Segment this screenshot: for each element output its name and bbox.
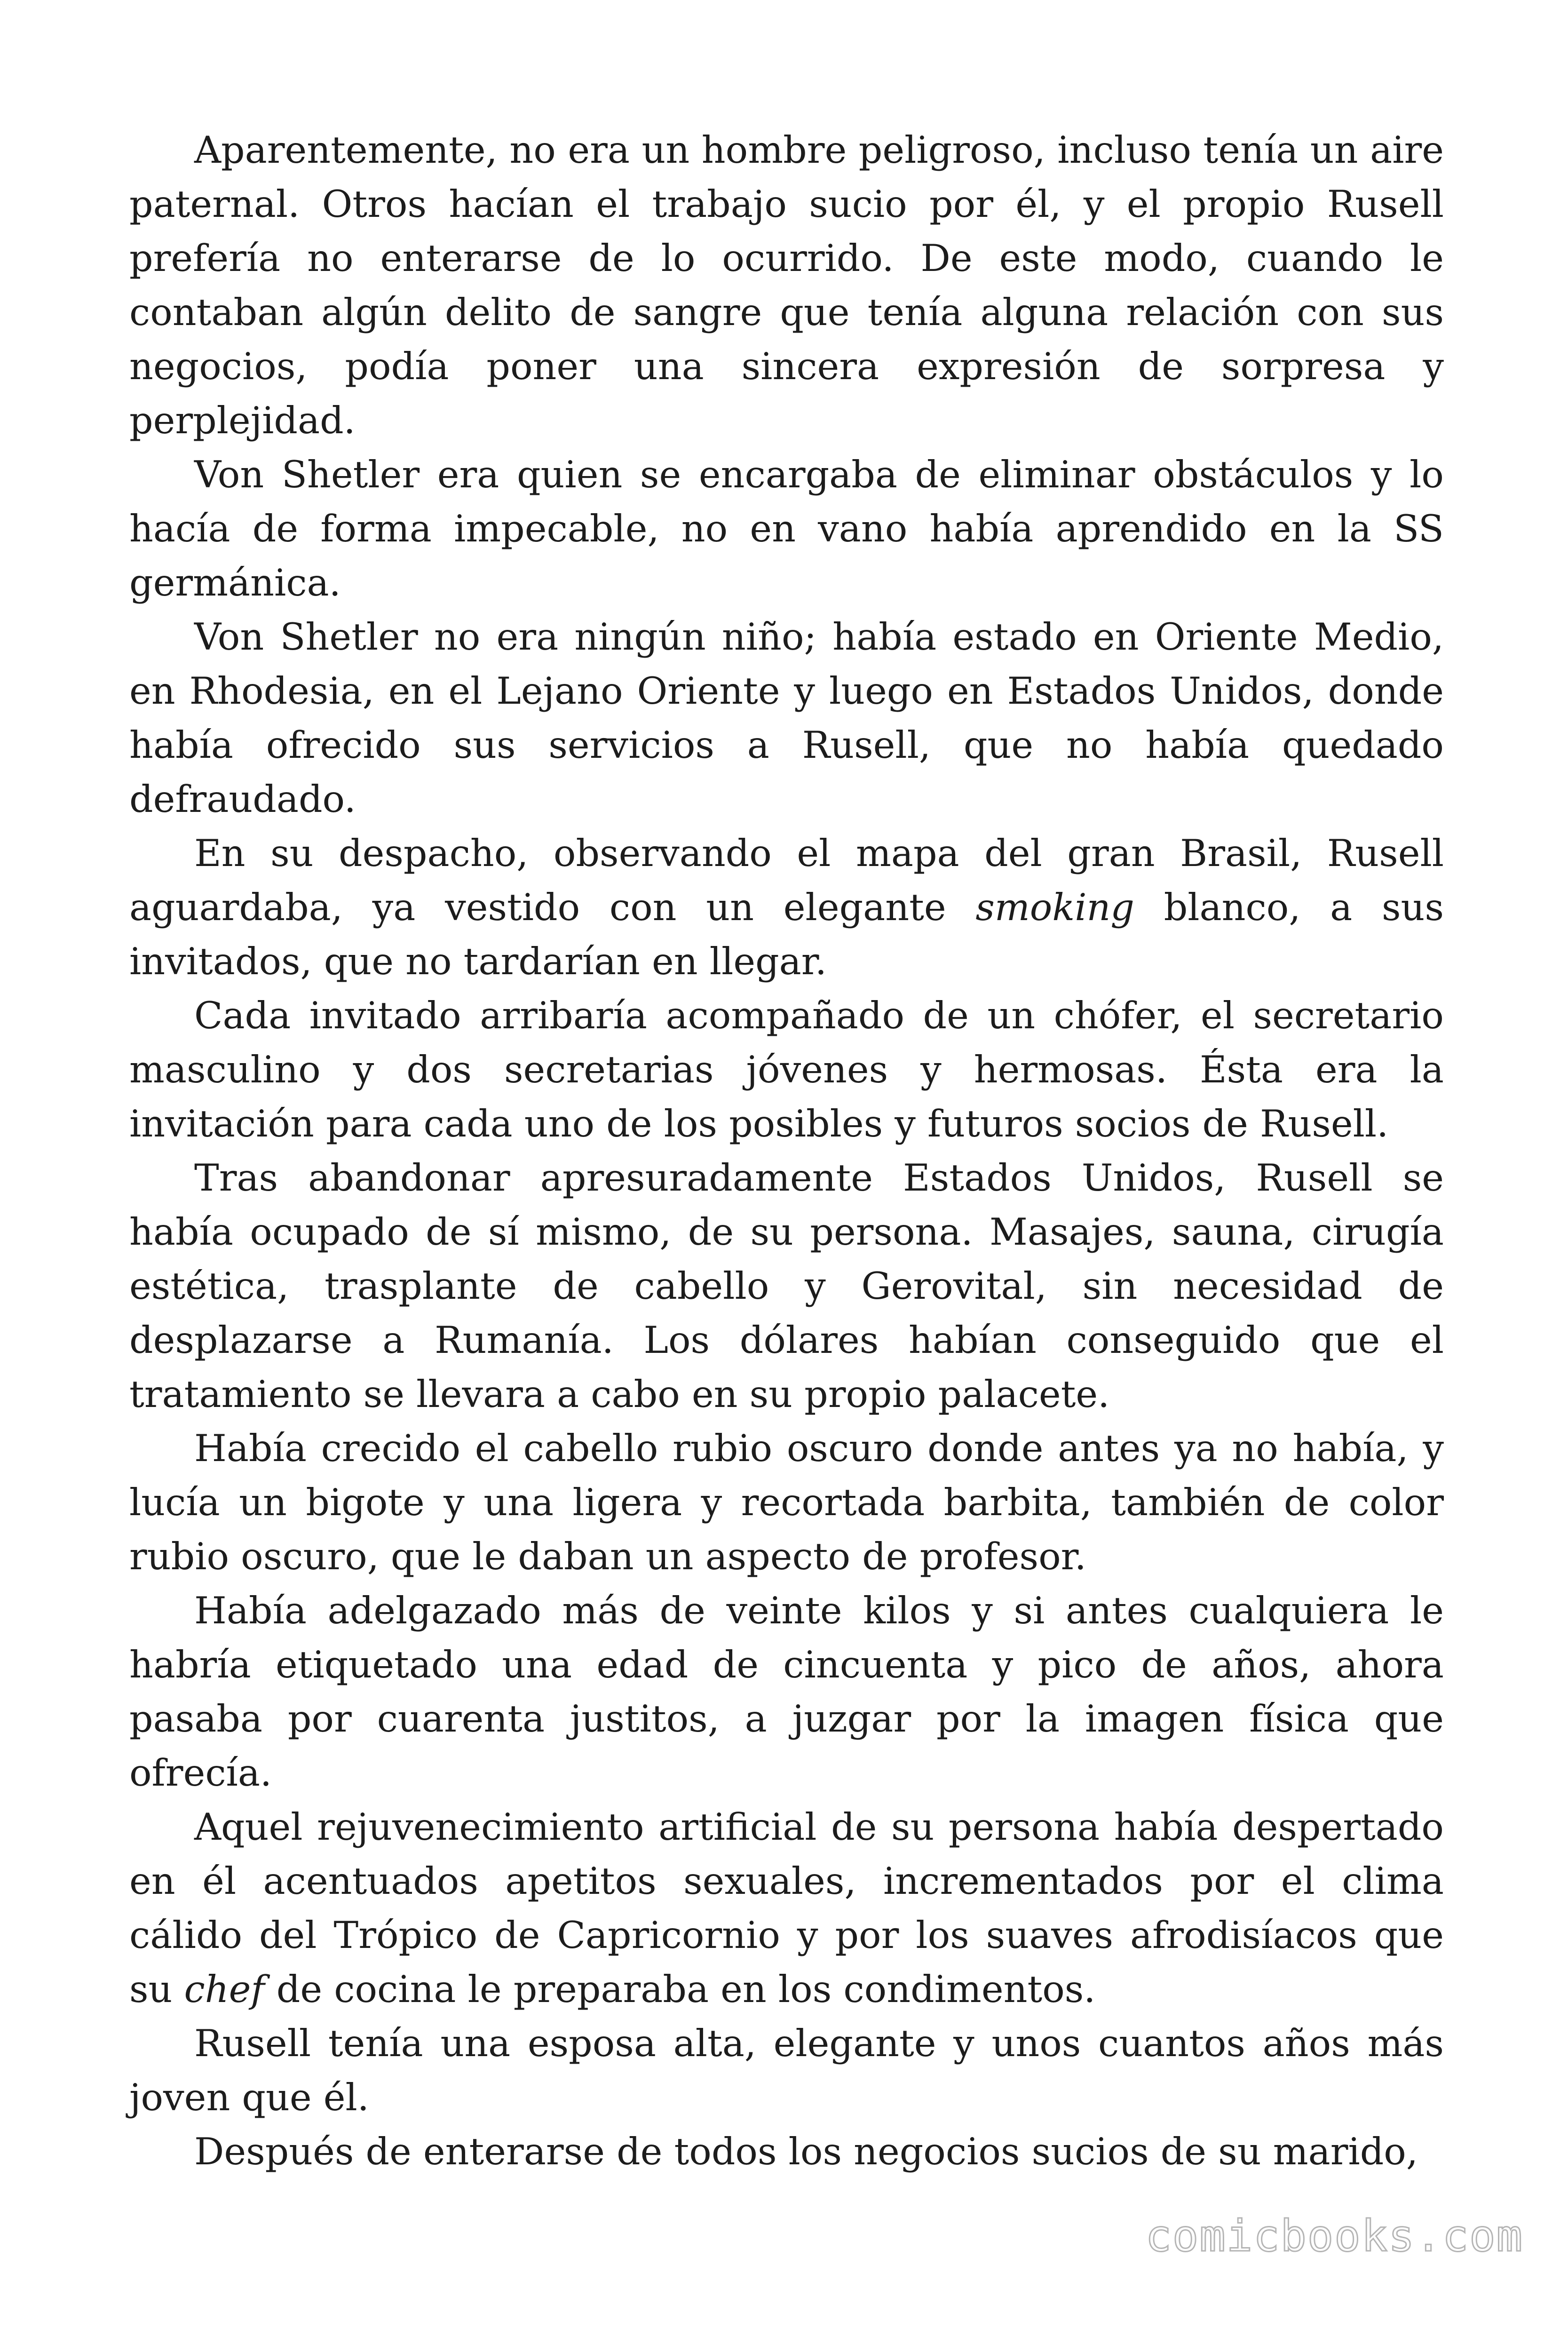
- text-run: Después de enterarse de todos los negocios sucios de su marido,: [194, 2130, 1418, 2173]
- paragraph: [129, 826, 1444, 989]
- text-run: Von Shetler no era ningún niño; había estado en Oriente Medio, en Rhodesia, en el Lejano Oriente y luego en Estados Unidos, donde había ofrecido sus servicios a Rusell, que no había quedado defraudado.: [129, 615, 1444, 821]
- paragraph: [129, 989, 1444, 1151]
- text-run: Había adelgazado más de veinte kilos y si antes cualquiera le habría etiquetado una edad de cincuenta y pico de años, ahora pasaba por cuarenta justitos, a juzgar por la imagen física que ofrecía.: [129, 1589, 1444, 1795]
- text-run: Aparentemente, no era un hombre peligroso, incluso tenía un aire paternal. Otros hacían el trabajo sucio por él, y el propio Rusell prefería no enterarse de lo ocurrido. De este modo, cuando le contaban algún delito de sangre que tenía alguna relación con sus negocios, podía poner una sincera expresión de sorpresa y perplejidad.: [129, 128, 1444, 442]
- paragraph: [129, 1422, 1444, 1584]
- watermark-logo: comicbooks.com: [1145, 2211, 1523, 2261]
- paragraph: [129, 610, 1444, 826]
- text-run: Aquel rejuvenecimiento artificial de su persona había despertado en él acentuados apetitos sexuales, incrementados por el clima cálido del Trópico de Capricornio y por los suaves afrodisíacos que su: [129, 1805, 1444, 2011]
- paragraph: [129, 2017, 1444, 2125]
- text-run: Von Shetler era quien se encargaba de eliminar obstáculos y lo hacía de forma impecable, no en vano había aprendido en la SS germánica.: [129, 453, 1444, 604]
- paragraph: [129, 448, 1444, 610]
- italic-text: chef: [184, 1968, 265, 2011]
- text-run: blanco, a sus invitados, que no tardarían en llegar.: [129, 886, 1444, 983]
- paragraph: [129, 1800, 1444, 2017]
- text-run: Tras abandonar apresuradamente Estados Unidos, Rusell se había ocupado de sí mismo, de su persona. Masajes, sauna, cirugía estética, trasplante de cabello y Gerovital, sin necesidad de desplazarse a Rumanía. Los dólares habían conseguido que el tratamiento se llevara a cabo en su propio palacete.: [129, 1156, 1444, 1416]
- text-run: En su despacho, observando el mapa del gran Brasil, Rusell aguardaba, ya vestido con un elegante: [129, 832, 1444, 929]
- paragraph: [129, 123, 1444, 448]
- body-text: [129, 123, 1444, 2179]
- text-run: de cocina le preparaba en los condimentos.: [264, 1968, 1096, 2011]
- text-run: Rusell tenía una esposa alta, elegante y unos cuantos años más joven que él.: [129, 2022, 1444, 2119]
- paragraph: [129, 1584, 1444, 1800]
- italic-text: smoking: [975, 886, 1134, 929]
- text-run: Había crecido el cabello rubio oscuro donde antes ya no había, y lucía un bigote y una ligera y recortada barbita, también de color rubio oscuro, que le daban un aspecto de profesor.: [129, 1427, 1444, 1578]
- paragraph: [129, 1151, 1444, 1422]
- text-run: Cada invitado arribaría acompañado de un chófer, el secretario masculino y dos secretarias jóvenes y hermosas. Ésta era la invitación para cada uno de los posibles y futuros socios de Rusell.: [129, 994, 1444, 1145]
- paragraph: [129, 2125, 1444, 2179]
